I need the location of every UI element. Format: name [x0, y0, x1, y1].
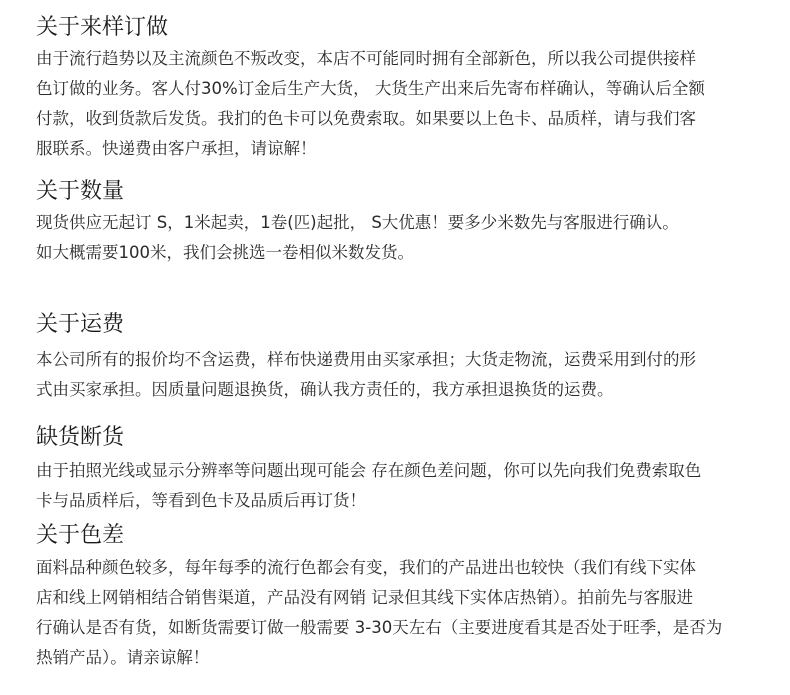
paragraph-line: 卡与品质样后，等看到色卡及品质后再订货！ — [36, 491, 366, 510]
section-heading: 关于运费 — [36, 312, 125, 337]
section-paragraph — [36, 345, 784, 405]
section-heading: 关于色差 — [36, 523, 125, 548]
paragraph-line: 由于拍照光线或显示分辨率等问题出现可能会 存在颜色差问题，你可以先向我们免费索取色 — [36, 461, 702, 480]
paragraph-line: 现货供应无起订 S，1米起卖，1卷(匹)起批， S大优惠！要多少米数先与客服进行确认。 — [36, 213, 679, 232]
paragraph-line: 面料品种颜色较多，每年每季的流行色都会有变，我们的产品进出也较快（我们有线下实体 — [36, 558, 696, 577]
paragraph-line: 如大概需要100米，我们会挑选一卷相似米数发货。 — [36, 243, 414, 262]
paragraph-line: 本公司所有的报价均不含运费，样布快递费用由买家承担；大货走物流，运费采用到付的形 — [36, 350, 696, 369]
section-color-difference — [36, 522, 784, 673]
section-shipping — [36, 311, 784, 405]
paragraph-line: 色订做的业务。客人付30%订金后生产大货， 大货生产出来后先寄布样确认，等确认后全额 — [36, 79, 705, 98]
section-paragraph — [36, 553, 784, 673]
paragraph-line: 店和线上网销相结合销售渠道，产品没有网销 记录但其线下实体店热销）。拍前先与客服进 — [36, 588, 693, 607]
section-paragraph — [36, 456, 784, 516]
paragraph-line: 热销产品）。请亲谅解！ — [36, 648, 210, 667]
paragraph-line: 服联系。快递费由客户承担，请谅解！ — [36, 139, 317, 158]
section-heading: 关于数量 — [36, 179, 125, 204]
section-heading: 关于来样订做 — [36, 15, 169, 40]
paragraph-line: 由于流行趋势以及主流颜色不叛改变，本店不可能同时拥有全部新色，所以我公司提供接样 — [36, 49, 696, 68]
section-paragraph — [36, 208, 784, 268]
section-quantity — [36, 178, 784, 268]
paragraph-line: 行确认是否有货，如断货需要订做一般需要 3-30天左右（主要进度看其是否处于旺季，是否为 — [36, 618, 723, 637]
section-out-of-stock — [36, 424, 784, 516]
paragraph-line: 付款，收到货款后发货。我扪的色卡可以免费索取。如果要以上色卡、品质样，请与我们客 — [36, 109, 696, 128]
paragraph-line: 式由买家承担。因质量问题退换货，确认我方责任的，我方承担退换货的运费。 — [36, 380, 614, 399]
section-heading: 缺货断货 — [36, 425, 125, 450]
section-custom-order — [36, 14, 784, 164]
section-paragraph — [36, 44, 784, 164]
